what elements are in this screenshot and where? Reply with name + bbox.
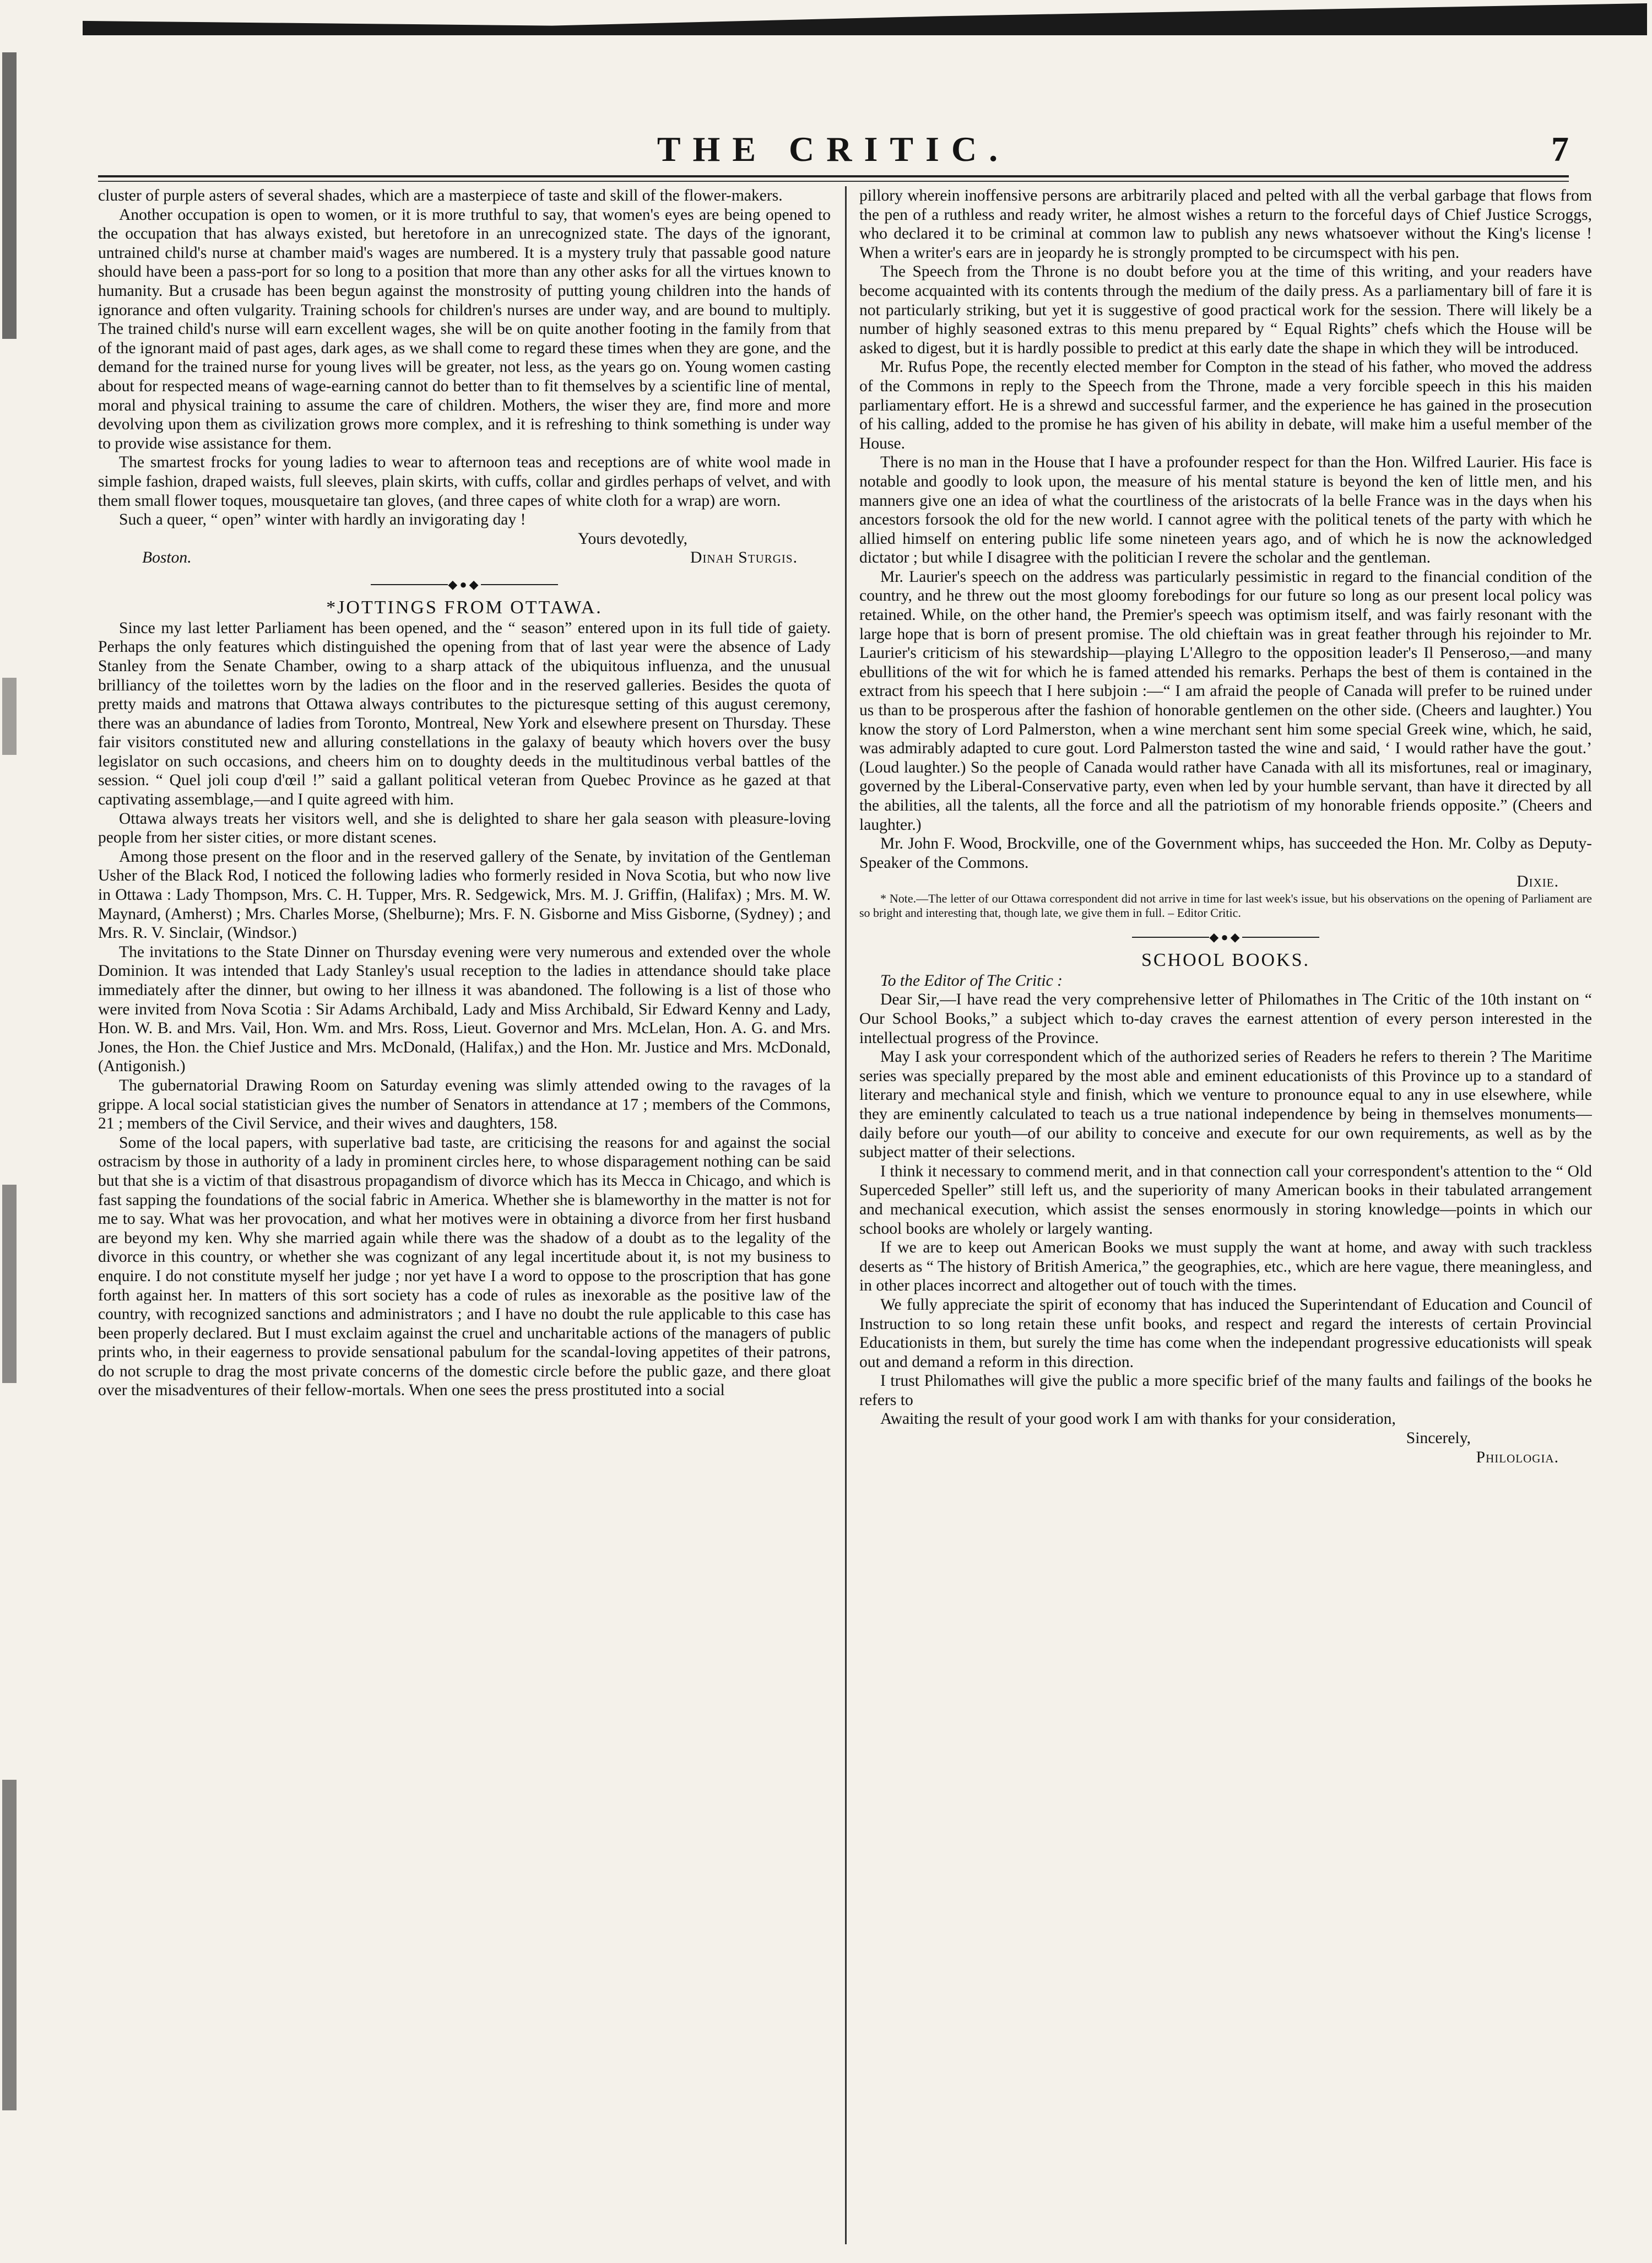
paragraph: Since my last letter Parliament has been opened, and the “ season” entered upon in its full tide of gaiety. Perhaps the only features which distinguished the opening from that of last year were the absence of Lady Stanley from the Senate Chamber, owing to a sharp attack of the ubiquitous influenza, and the unusual brilliancy of the toilettes worn by the ladies on the floor and in the reserved galleries. Besides the quota of pretty maids and matrons that Ottawa always contributes to the picturesque setting of this august ceremony, there was an abundance of ladies from Toronto, Montreal, New York and elsewhere present on Thursday. These fair visitors constituted new and alluring constellations in the galaxy of beauty which hovers over the busy legislator on such occasions, and cheers him on to doughty deeds in the multitudinous verbal battles of the session. “ Quel joli coup d'œil !” said a gallant political veteran from Quebec Province as he gazed at that captivating assemblage,—and I quite agreed with him. (98, 619, 831, 809)
paragraph: May I ask your correspondent which of the authorized series of Readers he refers to therein ? The Maritime series was specially prepared by the most able and eminent educationists of this Province up to a standard of literary and mechanical style and finish, which we venture to pronounce equal to any in use elsewhere, while they are eminently calculated to teach us a true national independence by being in themselves monuments—daily before our youth—of our ability to conceive and execute for our own requirements, as well as by the subject matter of their selections. (859, 1048, 1592, 1162)
paragraph: Ottawa always treats her visitors well, and she is delighted to share her gala season with pleasure-loving people from her sister cities, or more distant scenes. (98, 809, 831, 847)
paragraph: There is no man in the House that I have a profounder respect for than the Hon. Wilfred Laurier. His face is notable and goodly to look upon, the measure of his mental stature is beyond the ken of little men, and his manners give one an idea of what the courtliness of the aristocrats of la belle France was in the days when his ancestors forsook the old for the new world. I cannot agree with the political tenets of the party with which he allied himself on entering public life some nineteen years ago, and of which he is now the acknowledged dictator ; but while I disagree with the politician I revere the scholar and the gentleman. (859, 453, 1592, 567)
binding-shadow (2, 52, 17, 339)
article-heading: SCHOOL BOOKS. (1141, 950, 1310, 971)
paragraph: Mr. Rufus Pope, the recently elected member for Compton in the stead of his father, who moved the address of the Commons in reply to the Speech from the Throne, made a very forcible speech in this his maiden parliamentary effort. He is a shrewd and successful farmer, and the experience he has gained in the prosecution of his calling, added to the promise he has given of his ability in debate, will make him a useful member of the House. (859, 358, 1592, 452)
paragraph: If we are to keep out American Books we must supply the want at home, and away with such trackless deserts as “ The history of British America,” the geographies, etc., which are here vague, there meaningless, and in other places incorrect and altogether out of touch with the times. (859, 1239, 1592, 1295)
article-heading: *JOTTINGS FROM OTTAWA. (326, 597, 603, 618)
paragraph: Mr. John F. Wood, Brockville, one of the Government whips, has succeeded the Hon. Mr. Colby as Deputy-Speaker of the Commons. (859, 835, 1592, 872)
header-rule (98, 175, 1569, 177)
author-signature: Philologia. (1476, 1448, 1559, 1466)
salutation: To the Editor of The Critic : (880, 971, 1063, 990)
paragraph: The gubernatorial Drawing Room on Saturday evening was slimly attended owing to the ravages of la grippe. A local social statistician gives the number of Senators in attendance at 17 ; members of the Commons, 21 ; members of the Civil Service, and their wives and daughters, 158. (98, 1076, 831, 1133)
header-rule-thin (98, 181, 1569, 182)
paragraph: Another occupation is open to women, or it is more truthful to say, that women's eyes are being opened to the occupation that has always existed, but heretofore in an unrecognized state. The days of the ignorant, untrained child's nurse at chamber maid's wages are numbered. It is a mystery truly that passable good nature should have been a pass-port for so long to a position that more than any other asks for all the virtues known to humanity. But a crusade has been begun against the monstrosity of putting young children into the hands of ignorance and often vulgarity. Training schools for children's nurses are under way, and are bound to multiply. The trained child's nurse will earn excellent wages, she will be on quite another footing in the family from that of the ignorant maid of past ages, dark ages, as we shall come to regard these times when they are gone, and the demand for the trained nurse for young lives will be greater, not less, as the years go on. Young women casting about for respected means of wage-earning cannot do better than to fit themselves by a scientific line of mental, moral and physical training to assume the care of children. Mothers, the wiser they are, find more and more devolving upon them as civilization grows more complex, and it is refreshing to think something is under way to provide wise assistance for them. (98, 206, 831, 452)
author-signature: Dixie. (1516, 873, 1559, 891)
paragraph: pillory wherein inoffensive persons are arbitrarily placed and pelted with all the verbal garbage that flows from the pen of a ruthless and ready writer, he almost wishes a return to the forceful days of Chief Justice Scroggs, who declared it to be criminal at common law to publish any news whatsoever without the King's license ! When a writer's ears are in jeopardy he is strongly prompted to be circumspect with his pen. (859, 187, 1592, 262)
column-rule (845, 186, 847, 2244)
paragraph: The invitations to the State Dinner on Thursday evening were very numerous and extended over the whole Dominion. It was intended that Lady Stanley's usual reception to the ladies in attendance should take place immediately after the dinner, but owing to her illness it was abandoned. The following is a list of those who were invited from Nova Scotia : Sir Adams Archibald, Lady and Miss Archibald, Sir Edward Kenny and Lady, Hon. W. B. and Mrs. Vail, Hon. Wm. and Mrs. Ross, Lieut. Governor and Mrs. McLelan, Hon. A. G. and Mrs. Jones, the Hon. the Chief Justice and Mrs. McDonald, (Halifax,) and the Hon. Mr. Justice and Mrs. McDonald, (Antigonish.) (98, 943, 831, 1076)
paragraph: Some of the local papers, with superlative bad taste, are criticising the reasons for and against the social ostracism by those in authority of a lady in prominent circles here, to whose disparagement nothing can be said but that she is a victim of that disastrous propagandism of divorce which has its Mecca in Chicago, and which is fast sapping the foundations of the social fabric in America. Whether she is blameworthy in the matter is not for me to say. What was her provocation, and what her motives were in obtaining a divorce from her first husband are beyond my ken. Why she married again while there was the shadow of a doubt as to the legality of the divorce in this country, or whether she was cognizant of any legal incertitude about it, is not my business to enquire. I do not constitute myself her judge ; nor yet have I a word to oppose to the proscription that has gone forth against her. In matters of this sort society has a code of rules as inexorable as the positive law of the country, with recognized sanctions and administrators ; and I have no doubt the rule applicable to this case has been properly declared. But I must exclaim against the cruel and uncharitable actions of the managers of public prints who, in their eagerness to provide sensational pabulum for the scandal-loving appetites of their patrons, do not scruple to drag the most private concerns of the domestic circle before the public gaze, and there gloat over the misadventures of their fellow-mortals. When one sees the press prostituted into a social (98, 1133, 831, 1400)
section-ornament: ◆●◆ (859, 927, 1592, 947)
closing: Sincerely, (1406, 1429, 1471, 1448)
binding-shadow (2, 678, 17, 755)
editor-note: * Note.—The letter of our Ottawa correspondent did not arrive in time for last week's issue, but his observations on the opening of Parliament are so bright and interesting that, though late, we give them in full. – Editor Critic. (859, 891, 1592, 920)
binding-shadow (2, 1780, 17, 2110)
top-scan-edge (83, 3, 1647, 35)
paragraph: Awaiting the result of your good work I am with thanks for your consideration, (880, 1410, 1396, 1428)
paragraph: Among those present on the floor and in the reserved gallery of the Senate, by invitation of the Gentleman Usher of the Black Rod, I noticed the following ladies who formerly resided in Nova Scotia, but who now live in Ottawa : Lady Thompson, Mrs. C. H. Tupper, Mrs. R. Sedgewick, Mrs. M. J. Griffin, (Halifax) ; Mrs. M. W. Maynard, (Amherst) ; Mrs. Charles Morse, (Shelburne); Mrs. F. N. Gisborne and Miss Gisborne, (Sydney) ; and Mrs. R. V. Sinclair, (Windsor.) (98, 847, 831, 942)
right-column (859, 186, 1592, 2247)
publication-title: THE CRITIC. (657, 129, 1010, 169)
paragraph: cluster of purple asters of several shades, which are a masterpiece of taste and skill of the flower-makers. (98, 187, 783, 204)
paragraph: Mr. Laurier's speech on the address was particularly pessimistic in regard to the financial condition of the country, and he threw out the most gloomy forebodings for our future so long as our present local policy was retained. While, on the other hand, the Premier's speech was optimism itself, and was fairly resonant with the large hope that is born of present promise. The old chieftain was in great feather through his rejoinder to Mr. Laurier's criticism of his stewardship—playing L'Allegro to the opposition leader's Il Penseroso,—and many ebullitions of the wit for which he is famed attended his remarks. Perhaps the best of them is contained in the extract from his speech that I here subjoin :—“ I am afraid the people of Canada will prefer to be ruined under us than to be prosperous after the fashion of honorable gentlemen on the other side. (Cheers and laughter.) You know the story of Lord Palmerston, when a wine merchant sent him some special Greek wine, which, he said, was admirably adapted to cure gout. Lord Palmerston tasted the wine and said, ‘ I would rather have the gout.’ (Loud laughter.) So the people of Canada would rather have Canada with all its misfortunes, real or imaginary, governed by the Liberal-Conservative party, even when led by your humble servant, than have it directed by all the abilities, all the talents, all the force and all the patriotism of my honorable friends opposite.” (Cheers and laughter.) (859, 568, 1592, 834)
closing: Yours devotedly, (578, 530, 687, 548)
dateline-place: Boston. (142, 549, 192, 567)
author-signature: Dinah Sturgis. (690, 549, 798, 567)
left-column (98, 186, 831, 2247)
paragraph: Such a queer, “ open” winter with hardly an invigorating day ! (119, 511, 526, 529)
paragraph: Dear Sir,—I have read the very comprehensive letter of Philomathes in The Critic of the 10th instant on “ Our School Books,” a subject which to-day craves the earnest attention of every person interested in the intellectual progress of the Province. (859, 991, 1592, 1047)
section-ornament: ◆●◆ (98, 574, 831, 594)
paragraph: The smartest frocks for young ladies to wear to afternoon teas and receptions are of white wool made in simple fashion, draped waists, full sleeves, plain skirts, with cuffs, collar and girdles perhaps of velvet, and with them small flower toques, mousquetaire tan gloves, (and three capes of white cloth for a wrap) are worn. (98, 453, 831, 510)
binding-shadow (2, 1185, 17, 1383)
signature-row (98, 548, 831, 568)
paragraph: I think it necessary to commend merit, and in that connection call your correspondent's attention to the “ Old Superceded Speller” still left us, and the superiority of many American books in their tabulated arrangement and mechanical execution, which assist the senses enormously in storing knowledge—points in which our school books are wholely or largely wanting. (859, 1162, 1592, 1238)
paragraph: We fully appreciate the spirit of economy that has induced the Superintendant of Education and Council of Instruction to so long retain these unfit books, and respect and regard the interests of certain Provincial Educationists in them, but surely the time has come when the independant progressive educationists will speak out and demand a reform in this direction. (859, 1295, 1592, 1371)
paragraph: I trust Philomathes will give the public a more specific brief of the many faults and failings of the books he refers to (859, 1372, 1592, 1409)
page-number: 7 (1551, 129, 1569, 169)
paragraph: The Speech from the Throne is no doubt before you at the time of this writing, and your readers have become acquainted with its contents through the medium of the daily press. As a parliamentary bill of fare it is not particularly striking, but yet it is suggestive of good practical work for the session. There will likely be a number of highly seasoned extras to this menu prepared by “ Equal Rights” chefs which the House will be asked to digest, but it is hardly possible to predict at this early date the shape in which they will be introduced. (859, 263, 1592, 357)
masthead (98, 126, 1569, 175)
